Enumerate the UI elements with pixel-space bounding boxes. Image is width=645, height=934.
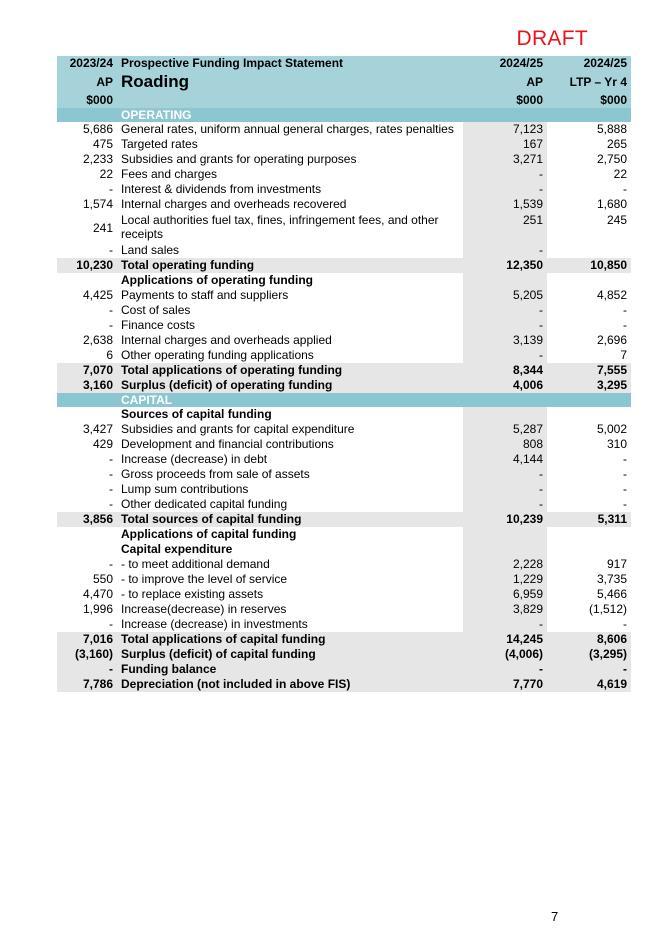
table-row [57,422,631,437]
total-row [57,512,631,527]
value-2024-25-ap [463,273,547,288]
line-item-label: Applications of capital funding [121,527,297,541]
value-2024-25-ap: - [463,167,547,182]
value-2024-25-ap: 1,229 [463,572,547,587]
total-row [57,363,631,378]
value-2023-24-ap: - [109,497,113,511]
value-2024-25-ltp: 265 [606,137,627,151]
line-item-label: Total applications of capital funding [117,632,463,647]
value-2024-25-ltp: (1,512) [588,602,627,616]
value-2024-25-ltp: (3,295) [547,647,631,662]
total-row [57,258,631,273]
value-2024-25-ltp: 8,606 [547,632,631,647]
line-item-label: Funding balance [117,662,463,677]
table-row [57,197,631,212]
line-item-label: Payments to staff and suppliers [121,288,289,302]
value-2024-25-ap: 14,245 [463,632,547,647]
table-row [57,152,631,167]
table-row [57,273,631,288]
value-2024-25-ap: 167 [463,137,547,152]
value-2023-24-ap: - [109,617,113,631]
value-2024-25-ap: 2,228 [463,557,547,572]
value-2023-24-ap: - [109,557,113,571]
funding-impact-statement-table [57,56,631,692]
value-2023-24-ap: - [109,482,113,496]
value-2023-24-ap: 5,686 [82,122,113,136]
line-item-label: General rates, uniform annual general charges, rates penalties [121,122,454,136]
line-item-label: Internal charges and overheads applied [121,333,332,347]
value-2024-25-ltp: - [623,303,627,317]
table-row [57,617,631,632]
value-2024-25-ltp: 245 [606,213,627,227]
header-row-2 [57,71,631,93]
value-2023-24-ap: 1,996 [82,602,113,616]
table-row [57,587,631,602]
section-label: OPERATING [117,108,463,122]
header-row-1 [57,56,631,71]
value-2024-25-ap: 7,770 [463,677,547,692]
value-2024-25-ltp: - [623,467,627,481]
table-row [57,407,631,422]
line-item-label: Fees and charges [121,167,218,181]
line-item-label: Increase (decrease) in investments [121,617,308,631]
value-2024-25-ltp: 5,888 [596,122,627,136]
line-item-label: Sources of capital funding [121,407,272,421]
table-row [57,303,631,318]
value-2024-25-ltp: 1,680 [596,197,627,211]
value-2024-25-ap: - [463,303,547,318]
value-2024-25-ltp [547,243,631,258]
line-item-label: Land sales [121,243,180,257]
table-row [57,437,631,452]
value-2024-25-ap: 3,829 [463,602,547,617]
value-2023-24-ap [57,407,117,422]
header-col1-unit: $000 [57,93,117,108]
total-row [57,647,631,662]
value-2023-24-ap: 475 [92,137,113,151]
table-row [57,137,631,152]
draft-watermark: DRAFT [516,27,588,50]
header-col1-year: 2023/24 [57,56,117,71]
value-2023-24-ap: 10,230 [57,258,117,273]
value-2024-25-ap: (4,006) [463,647,547,662]
section-label: CAPITAL [117,393,463,407]
table-row [57,348,631,363]
statement-subtitle: Roading [121,71,189,91]
line-item-label: Subsidies and grants for operating purposes [121,152,357,166]
value-2024-25-ltp: 2,696 [596,333,627,347]
value-2024-25-ap [463,407,547,422]
table-row [57,557,631,572]
header-col3-basis: AP [463,71,547,93]
line-item-label: Local authorities fuel tax, fines, infringement fees, and other receipts [121,213,439,241]
value-2023-24-ap: (3,160) [57,647,117,662]
line-item-label: - to improve the level of service [121,572,288,586]
header-col4-unit: $000 [547,93,631,108]
value-2023-24-ap: 7,070 [57,363,117,378]
value-2024-25-ltp [547,542,631,557]
value-2024-25-ltp [547,527,631,542]
value-2023-24-ap: - [109,467,113,481]
value-2024-25-ltp: - [623,452,627,466]
value-2024-25-ltp: - [623,182,627,196]
value-2023-24-ap: 6 [106,348,113,362]
value-2024-25-ap: 1,539 [463,197,547,212]
section-header [57,393,631,407]
section-header [57,108,631,122]
header-row-3 [57,93,631,108]
value-2024-25-ltp: 5,002 [596,422,627,436]
value-2023-24-ap: 2,233 [82,152,113,166]
table-row [57,288,631,303]
line-item-label: Interest & dividends from investments [121,182,322,196]
table-row [57,243,631,258]
line-item-label: Lump sum contributions [121,482,249,496]
value-2023-24-ap: 241 [92,221,113,235]
value-2024-25-ap: 3,271 [463,152,547,167]
value-2023-24-ap [57,273,117,288]
value-2024-25-ltp: - [623,482,627,496]
value-2023-24-ap: 7,786 [57,677,117,692]
header-col4-basis: LTP – Yr 4 [547,71,631,93]
value-2024-25-ltp: 5,311 [547,512,631,527]
value-2023-24-ap: 4,470 [82,587,113,601]
value-2024-25-ltp [547,407,631,422]
value-2023-24-ap [57,542,117,557]
line-item-label: - to replace existing assets [121,587,264,601]
header-col3-year: 2024/25 [463,56,547,71]
value-2024-25-ap: 5,287 [463,422,547,437]
table-row [57,122,631,137]
value-2024-25-ap: 3,139 [463,333,547,348]
value-2024-25-ap: - [463,348,547,363]
value-2024-25-ap: - [463,243,547,258]
line-item-label: Subsidies and grants for capital expenditure [121,422,355,436]
line-item-label: Other dedicated capital funding [121,497,288,511]
table-row [57,212,631,243]
value-2023-24-ap: 22 [99,167,113,181]
table-row [57,167,631,182]
value-2023-24-ap: 550 [92,572,113,586]
table-row [57,572,631,587]
table-row [57,318,631,333]
value-2024-25-ltp: 7 [620,348,627,362]
value-2024-25-ltp: - [623,318,627,332]
value-2024-25-ap: - [463,318,547,333]
value-2024-25-ap: - [463,617,547,632]
value-2024-25-ap: - [463,467,547,482]
table-row [57,497,631,512]
value-2024-25-ltp: 3,295 [547,378,631,393]
value-2024-25-ltp: 5,466 [596,587,627,601]
total-row [57,677,631,692]
line-item-label: Increase(decrease) in reserves [121,602,287,616]
value-2024-25-ltp: 3,735 [596,572,627,586]
value-2023-24-ap: - [109,182,113,196]
value-2023-24-ap: 1,574 [82,197,113,211]
table-row [57,333,631,348]
line-item-label: Capital expenditure [121,542,233,556]
line-item-label: Increase (decrease) in debt [121,452,268,466]
value-2024-25-ap: 12,350 [463,258,547,273]
table-row [57,542,631,557]
line-item-label: Targeted rates [121,137,198,151]
value-2024-25-ltp: 2,750 [596,152,627,166]
line-item-label: Total sources of capital funding [117,512,463,527]
line-item-label: Development and financial contributions [121,437,334,451]
line-item-label: Applications of operating funding [121,273,313,287]
line-item-label: Total applications of operating funding [117,363,463,378]
header-col3-unit: $000 [463,93,547,108]
value-2024-25-ap: - [463,662,547,677]
line-item-label: Gross proceeds from sale of assets [121,467,310,481]
value-2023-24-ap: 4,425 [82,288,113,302]
value-2024-25-ap: 251 [463,212,547,243]
value-2024-25-ltp: 917 [606,557,627,571]
value-2023-24-ap: 3,427 [82,422,113,436]
value-2024-25-ap: - [463,182,547,197]
value-2024-25-ltp: 310 [606,437,627,451]
table-row [57,602,631,617]
value-2024-25-ap: 4,006 [463,378,547,393]
value-2024-25-ltp: 4,619 [547,677,631,692]
value-2023-24-ap: 3,856 [57,512,117,527]
value-2024-25-ap: 6,959 [463,587,547,602]
value-2023-24-ap: 2,638 [82,333,113,347]
value-2024-25-ltp: 22 [613,167,627,181]
line-item-label: Surplus (deficit) of operating funding [117,378,463,393]
value-2024-25-ltp: 7,555 [547,363,631,378]
value-2024-25-ltp: 10,850 [547,258,631,273]
table-row [57,182,631,197]
value-2023-24-ap [57,527,117,542]
value-2024-25-ap: 10,239 [463,512,547,527]
table-row [57,482,631,497]
header-col4-year: 2024/25 [547,56,631,71]
line-item-label: Internal charges and overheads recovered [121,197,347,211]
value-2023-24-ap: - [57,662,117,677]
line-item-label: Total operating funding [117,258,463,273]
value-2023-24-ap: 3,160 [57,378,117,393]
line-item-label: - to meet additional demand [121,557,270,571]
total-row [57,378,631,393]
value-2024-25-ltp: - [623,497,627,511]
line-item-label: Finance costs [121,318,196,332]
value-2024-25-ltp: - [623,617,627,631]
line-item-label: Cost of sales [121,303,191,317]
line-item-label: Surplus (deficit) of capital funding [117,647,463,662]
table-row [57,467,631,482]
total-row [57,632,631,647]
value-2024-25-ap: 808 [463,437,547,452]
value-2024-25-ltp: 4,852 [596,288,627,302]
header-col1-basis: AP [57,71,117,93]
total-row [57,662,631,677]
value-2024-25-ap: 4,144 [463,452,547,467]
table-row [57,452,631,467]
line-item-label: Depreciation (not included in above FIS) [117,677,463,692]
value-2024-25-ltp: - [547,662,631,677]
value-2023-24-ap: 7,016 [57,632,117,647]
statement-title: Prospective Funding Impact Statement [117,56,463,71]
value-2024-25-ltp [547,273,631,288]
value-2024-25-ap: 7,123 [463,122,547,137]
value-2024-25-ap [463,527,547,542]
value-2023-24-ap: - [109,303,113,317]
line-item-label: Other operating funding applications [121,348,314,362]
value-2024-25-ap: 8,344 [463,363,547,378]
value-2024-25-ap: - [463,497,547,512]
value-2023-24-ap: - [109,243,113,257]
value-2024-25-ap: 5,205 [463,288,547,303]
table-row [57,527,631,542]
value-2024-25-ap: - [463,482,547,497]
value-2023-24-ap: 429 [92,437,113,451]
value-2024-25-ap [463,542,547,557]
value-2023-24-ap: - [109,452,113,466]
value-2023-24-ap: - [109,318,113,332]
page-number: 7 [551,909,559,924]
